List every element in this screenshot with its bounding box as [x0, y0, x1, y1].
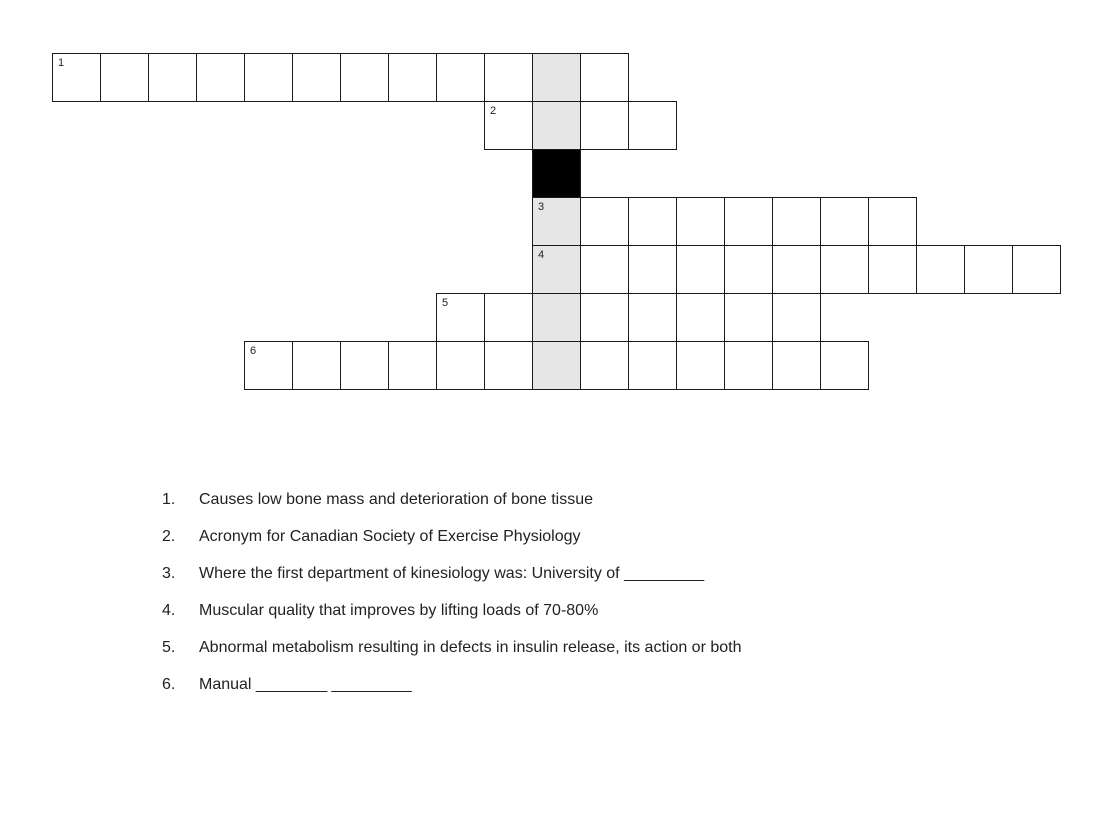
crossword-cell[interactable]: [820, 245, 869, 294]
clue-item: [162, 518, 742, 555]
crossword-cell[interactable]: [772, 341, 821, 390]
crossword-cell[interactable]: [676, 293, 725, 342]
crossword-highlight-cell[interactable]: [532, 293, 581, 342]
clue-list: [162, 481, 742, 703]
crossword-cell[interactable]: [628, 293, 677, 342]
clue-text: Acronym for Canadian Society of Exercise Physiology: [199, 528, 581, 545]
crossword-cell[interactable]: [628, 341, 677, 390]
crossword-cell[interactable]: [244, 341, 293, 390]
crossword-cell[interactable]: [628, 245, 677, 294]
crossword-cell[interactable]: [628, 101, 677, 150]
crossword-cell[interactable]: [340, 341, 389, 390]
clue-number: 6.: [162, 676, 176, 693]
clue-text: Muscular quality that improves by lifting loads of 70-80%: [199, 602, 599, 619]
crossword-cell[interactable]: [52, 53, 101, 102]
crossword-cell[interactable]: [292, 53, 341, 102]
crossword-cell[interactable]: [676, 245, 725, 294]
clue-item: [162, 629, 742, 666]
clue-text: Causes low bone mass and deterioration of bone tissue: [199, 491, 594, 508]
clue-text: Where the first department of kinesiology was: University of _________: [199, 565, 705, 582]
crossword-cell[interactable]: [244, 53, 293, 102]
clue-number-label: 6: [250, 345, 257, 357]
crossword-cell[interactable]: [772, 245, 821, 294]
crossword-cell[interactable]: [484, 293, 533, 342]
crossword-cell[interactable]: [676, 341, 725, 390]
clue-number: 4.: [162, 602, 176, 619]
crossword-cell[interactable]: [340, 53, 389, 102]
clue-item: [162, 555, 742, 592]
crossword-cell[interactable]: [580, 245, 629, 294]
crossword-cell[interactable]: [484, 53, 533, 102]
crossword-cell[interactable]: [148, 53, 197, 102]
crossword-cell[interactable]: [724, 197, 773, 246]
clue-text: Manual ________ _________: [199, 676, 412, 693]
crossword-highlight-cell[interactable]: [532, 197, 581, 246]
clue-item: [162, 481, 742, 518]
crossword-cell[interactable]: [1012, 245, 1061, 294]
crossword-cell[interactable]: [196, 53, 245, 102]
clue-number-label: 2: [490, 105, 497, 117]
clue-text: Abnormal metabolism resulting in defects in insulin release, its action or both: [199, 639, 742, 656]
crossword-cell[interactable]: [724, 341, 773, 390]
clue-number-label: 4: [538, 249, 545, 261]
crossword-highlight-cell[interactable]: [532, 341, 581, 390]
crossword-block-cell: [532, 149, 581, 198]
crossword-cell[interactable]: [676, 197, 725, 246]
crossword-cell[interactable]: [772, 293, 821, 342]
crossword-cell[interactable]: [964, 245, 1013, 294]
clue-number: 5.: [162, 639, 176, 656]
crossword-cell[interactable]: [292, 341, 341, 390]
crossword-cell[interactable]: [388, 53, 437, 102]
crossword-cell[interactable]: [580, 53, 629, 102]
crossword-cell[interactable]: [580, 293, 629, 342]
clue-number-label: 3: [538, 201, 545, 213]
clue-number-label: 1: [58, 57, 65, 69]
crossword-cell[interactable]: [628, 197, 677, 246]
crossword-highlight-cell[interactable]: [532, 101, 581, 150]
crossword-cell[interactable]: [724, 293, 773, 342]
clue-number: 2.: [162, 528, 176, 545]
crossword-highlight-cell[interactable]: [532, 245, 581, 294]
clue-item: [162, 592, 742, 629]
crossword-cell[interactable]: [868, 197, 917, 246]
clue-number-label: 5: [442, 297, 449, 309]
crossword-cell[interactable]: [916, 245, 965, 294]
crossword-cell[interactable]: [580, 101, 629, 150]
clue-item: [162, 666, 742, 703]
crossword-cell[interactable]: [868, 245, 917, 294]
crossword-cell[interactable]: [436, 341, 485, 390]
crossword-cell[interactable]: [484, 341, 533, 390]
crossword-cell[interactable]: [820, 341, 869, 390]
crossword-cell[interactable]: [772, 197, 821, 246]
crossword-cell[interactable]: [580, 197, 629, 246]
crossword-cell[interactable]: [820, 197, 869, 246]
crossword-cell[interactable]: [436, 53, 485, 102]
crossword-cell[interactable]: [388, 341, 437, 390]
crossword-cell[interactable]: [484, 101, 533, 150]
clue-number: 1.: [162, 491, 176, 508]
clue-number: 3.: [162, 565, 176, 582]
crossword-cell[interactable]: [436, 293, 485, 342]
crossword-cell[interactable]: [724, 245, 773, 294]
crossword-cell[interactable]: [100, 53, 149, 102]
crossword-cell[interactable]: [580, 341, 629, 390]
crossword-highlight-cell[interactable]: [532, 53, 581, 102]
